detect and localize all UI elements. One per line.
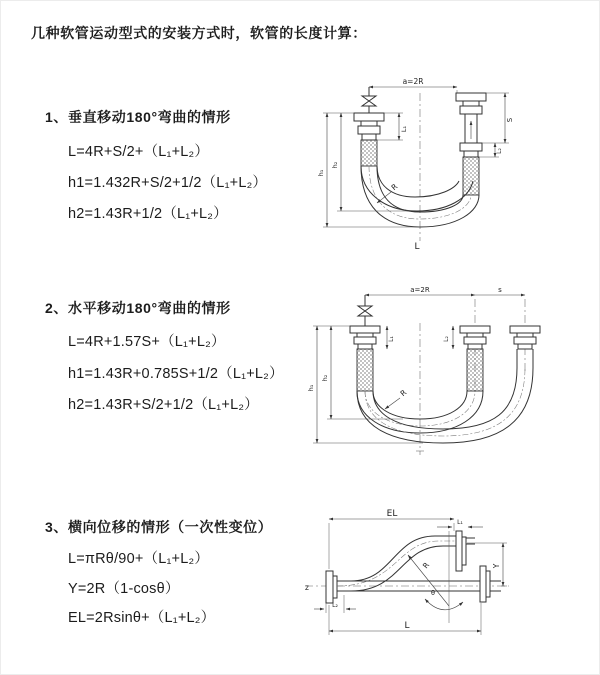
section1-formula-h2: h2=1.43R+1/2（L₁+L₂）: [68, 206, 228, 222]
d1-dim-width: [369, 77, 457, 95]
d1-label-fit-left: L₁: [400, 125, 408, 133]
d2-dim-fit-mid: [443, 326, 453, 349]
d3-hose-s-curve: [337, 536, 456, 591]
d1-label-width: a=2R: [402, 77, 424, 86]
d2-dim-shift: [475, 286, 525, 295]
d1-left-hose-braid: [361, 140, 377, 166]
d2-label-h-inner: h₂: [321, 374, 329, 382]
d3-break-mark: z: [305, 583, 309, 592]
section2-formula-h1: h1=1.43R+0.785S+1/2（L₁+L₂）: [68, 366, 284, 382]
d2-valve-icon: [358, 295, 372, 326]
d2-label-shift: s: [498, 286, 502, 294]
d2-label-h-outer: h₁: [307, 384, 315, 392]
d2-radius-callout: [385, 388, 408, 409]
d2-label-radius: R: [398, 387, 409, 399]
d3-label-length: L: [404, 621, 410, 631]
section1-formula-h1: h1=1.432R+S/2+1/2（L₁+L₂）: [68, 175, 268, 191]
d3-label-fit-top: L₁: [457, 519, 463, 526]
d3-label-el: EL: [386, 509, 398, 519]
d3-flange-displaced: [456, 531, 475, 571]
d1-label-fit-right: L₂: [496, 148, 503, 154]
d3-radius-construction: [408, 531, 463, 623]
d2-label-fit-left: L₁: [388, 336, 395, 342]
section2-formula-h2: h2=1.43R+S/2+1/2（L₁+L₂）: [68, 397, 259, 413]
d2-dim-fit-left: [387, 326, 395, 349]
diagram-lateral-displacement: [297, 503, 593, 645]
d2-right-fitting: [510, 326, 540, 349]
d1-dim-stroke: [482, 93, 514, 143]
d1-label-length: L: [414, 242, 420, 252]
section1-heading: 1、垂直移动180°弯曲的情形: [45, 109, 231, 125]
diagram-horizontal-180: [303, 283, 589, 461]
d2-dim-width: [365, 286, 475, 295]
d2-hose-bowl-shifted: [357, 368, 533, 443]
d1-right-fitting-upper: [456, 93, 486, 143]
d2-middle-hose-braid: [467, 349, 483, 391]
d2-left-fitting: [350, 326, 380, 349]
d1-right-hose-braid: [463, 157, 479, 195]
section3-heading: 3、横向位移的情形（一次性变位）: [45, 519, 273, 535]
page-title: 几种软管运动型式的安装方式时，软管的长度计算：: [31, 25, 367, 41]
section3-formula-Y: Y=2R（1-cosθ）: [68, 581, 180, 597]
section3-formula-L: L=πRθ/90+（L₁+L₂）: [68, 551, 210, 567]
diagram-vertical-180: [307, 65, 583, 255]
d1-left-fitting: [354, 113, 384, 140]
d1-radius-callout: [377, 182, 399, 203]
section2-heading: 2、水平移动180°弯曲的情形: [45, 300, 231, 316]
d1-label-h-inner: h₂: [331, 161, 339, 169]
d2-middle-fitting: [460, 326, 490, 349]
d3-label-radius: R: [420, 560, 432, 571]
section3-formula-EL: EL=2Rsinθ+（L₁+L₂）: [68, 610, 216, 626]
d3-flange-left: [326, 571, 337, 603]
d1-label-stroke: S: [506, 117, 514, 123]
d3-label-fit-left: L₂: [332, 602, 338, 609]
d3-label-y: Y: [492, 563, 501, 569]
d3-flange-right-original: [480, 566, 501, 602]
d3-label-angle: θ: [431, 589, 435, 597]
d1-dim-fit-right: [479, 143, 503, 157]
section1-formula-L: L=4R+S/2+（L₁+L₂）: [68, 144, 210, 160]
d1-right-fitting-lower: [460, 143, 482, 157]
d2-left-hose-braid: [357, 349, 373, 391]
d1-valve-icon: [362, 87, 376, 113]
d3-dim-length: [329, 603, 481, 635]
d3-dim-fit-top: [437, 519, 483, 527]
d1-label-radius: R: [389, 181, 400, 193]
d1-label-h-outer: h₁: [317, 169, 325, 177]
d2-label-fit-mid: L₂: [443, 336, 450, 342]
d2-label-width: a=2R: [410, 286, 430, 294]
section2-formula-L: L=4R+1.57S+（L₁+L₂）: [68, 334, 226, 350]
